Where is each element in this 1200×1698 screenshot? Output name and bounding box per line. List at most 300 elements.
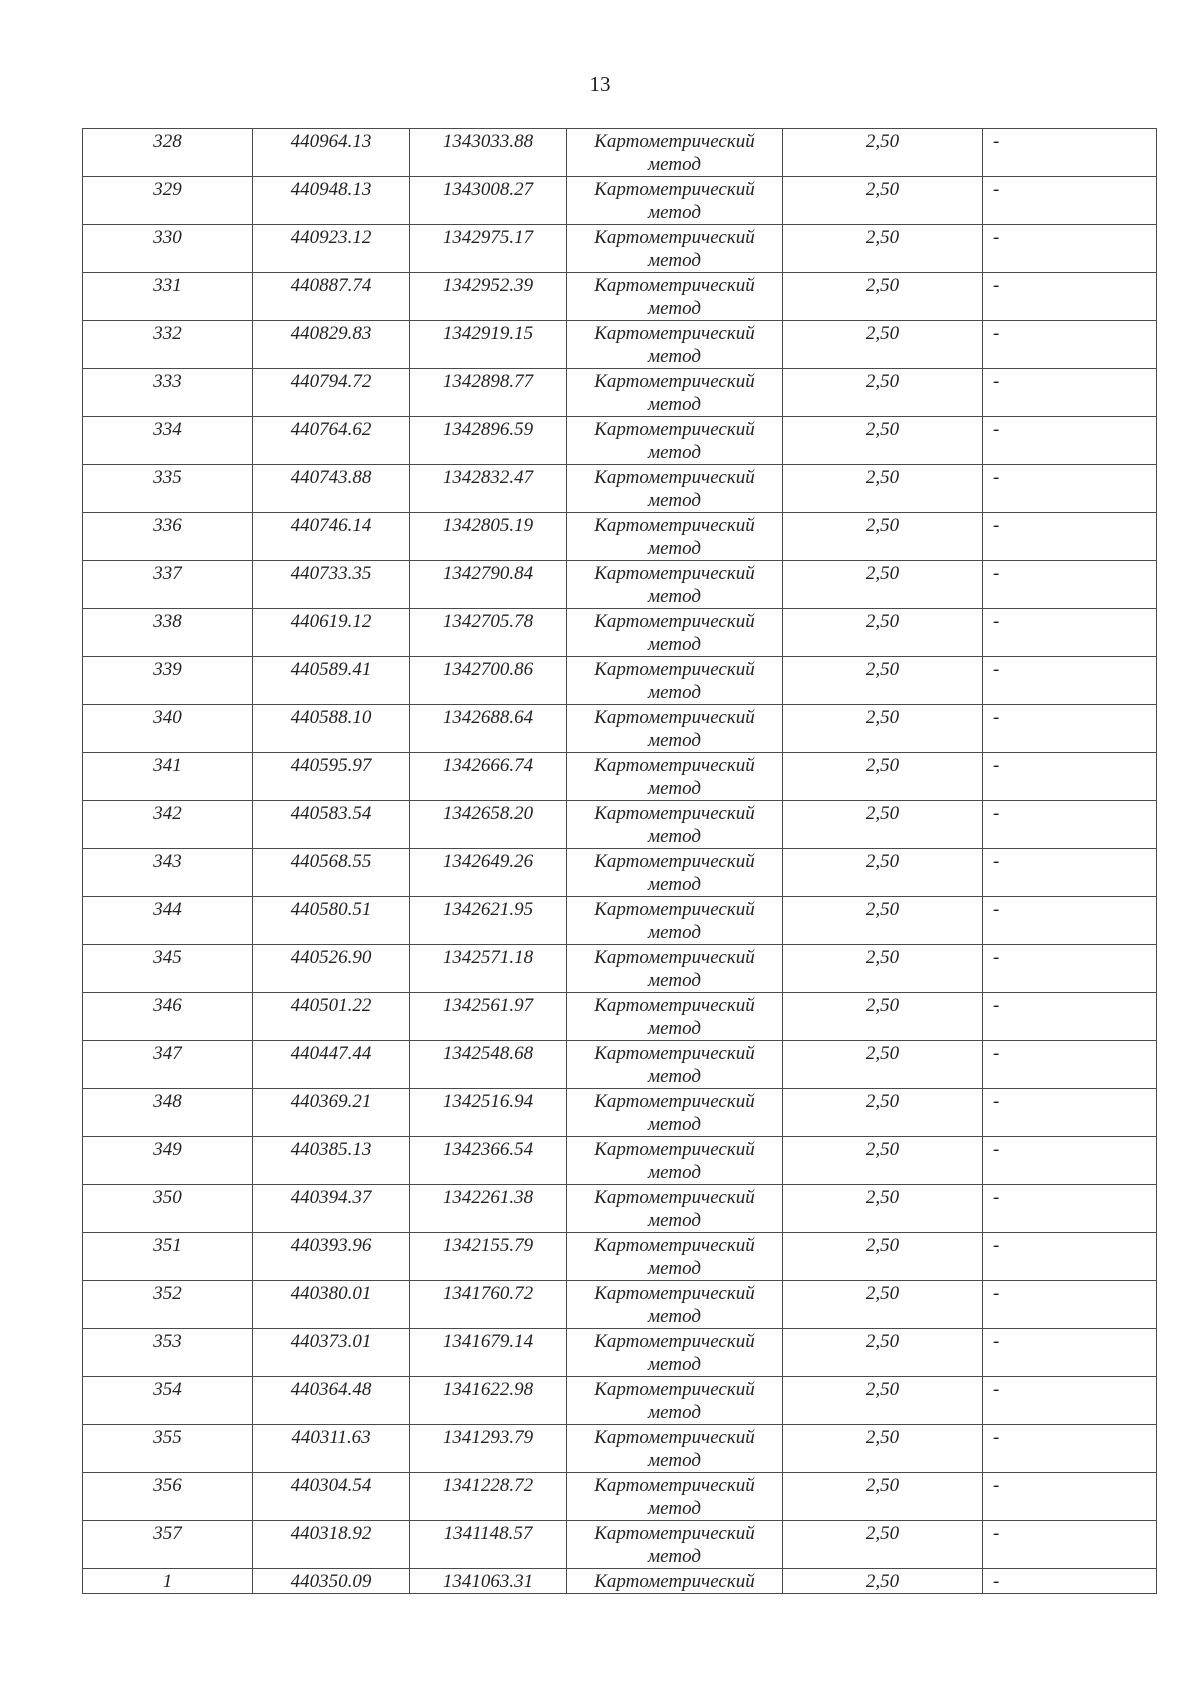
method-text-line1: Картометрический: [594, 851, 755, 872]
accuracy-text: 2,50: [865, 1523, 900, 1544]
y-coordinate-cell: [410, 1425, 567, 1473]
table-row: [83, 993, 1157, 1041]
method-cell: [567, 465, 783, 513]
method-cell: [567, 561, 783, 609]
point-number-cell: [83, 1473, 253, 1521]
method-text-line2: метод: [648, 874, 701, 895]
method-text-line1: Картометрический: [594, 1331, 755, 1352]
x-coordinate-text: 440794.72: [290, 371, 372, 392]
x-coordinate-cell: [253, 849, 410, 897]
table-row: [83, 1425, 1157, 1473]
description-cell: [983, 897, 1157, 945]
point-number-cell: [83, 1233, 253, 1281]
table-row: [83, 1281, 1157, 1329]
x-coordinate-text: 440304.54: [290, 1475, 372, 1496]
y-coordinate-text: 1342790.84: [442, 563, 534, 584]
description-cell: [983, 177, 1157, 225]
description-cell: [983, 705, 1157, 753]
table-row: [83, 609, 1157, 657]
point-number-text: 342: [153, 803, 182, 824]
method-cell: [567, 897, 783, 945]
point-number-cell: [83, 273, 253, 321]
method-text-line1: Картометрический: [594, 1523, 755, 1544]
point-number-cell: [83, 465, 253, 513]
y-coordinate-cell: [410, 225, 567, 273]
x-coordinate-cell: [253, 993, 410, 1041]
method-text-line1: Картометрический: [594, 563, 755, 584]
table-row: [83, 129, 1157, 177]
method-text-line2: метод: [648, 1306, 701, 1327]
accuracy-cell: [783, 1185, 983, 1233]
method-cell: [567, 1089, 783, 1137]
point-number-cell: [83, 1521, 253, 1569]
accuracy-cell: [783, 945, 983, 993]
y-coordinate-text: 1341622.98: [442, 1379, 534, 1400]
method-text-line1: Картометрический: [594, 275, 755, 296]
x-coordinate-cell: [253, 897, 410, 945]
method-cell: [567, 1473, 783, 1521]
y-coordinate-text: 1342649.26: [442, 851, 534, 872]
accuracy-cell: [783, 1329, 983, 1377]
y-coordinate-cell: [410, 321, 567, 369]
x-coordinate-cell: [253, 1377, 410, 1425]
description-text: -: [993, 1331, 1000, 1352]
coordinates-table: [82, 128, 1157, 1594]
point-number-cell: [83, 129, 253, 177]
description-cell: [983, 753, 1157, 801]
method-text-line2: метод: [648, 826, 701, 847]
description-text: -: [993, 1379, 1000, 1400]
method-text-line1: Картометрический: [594, 179, 755, 200]
description-text: -: [993, 1427, 1000, 1448]
x-coordinate-text: 440595.97: [290, 755, 372, 776]
description-cell: [983, 1521, 1157, 1569]
description-text: -: [993, 371, 1000, 392]
table-row: [83, 369, 1157, 417]
x-coordinate-text: 440364.48: [290, 1379, 372, 1400]
point-number-text: 340: [153, 707, 182, 728]
point-number-cell: [83, 945, 253, 993]
point-number-cell: [83, 1377, 253, 1425]
accuracy-text: 2,50: [865, 803, 900, 824]
method-cell: [567, 993, 783, 1041]
y-coordinate-cell: [410, 897, 567, 945]
accuracy-cell: [783, 273, 983, 321]
accuracy-text: 2,50: [865, 995, 900, 1016]
method-text-line2: метод: [648, 250, 701, 271]
method-cell: [567, 1137, 783, 1185]
accuracy-text: 2,50: [865, 1427, 900, 1448]
accuracy-cell: [783, 1041, 983, 1089]
description-text: -: [993, 227, 1000, 248]
method-text-line2: метод: [648, 202, 701, 223]
y-coordinate-text: 1341063.31: [442, 1571, 534, 1592]
accuracy-cell: [783, 993, 983, 1041]
y-coordinate-cell: [410, 465, 567, 513]
method-cell: [567, 945, 783, 993]
y-coordinate-text: 1342571.18: [442, 947, 534, 968]
method-text-line2: метод: [648, 586, 701, 607]
x-coordinate-cell: [253, 657, 410, 705]
description-cell: [983, 561, 1157, 609]
x-coordinate-text: 440373.01: [290, 1331, 372, 1352]
accuracy-text: 2,50: [865, 323, 900, 344]
x-coordinate-text: 440380.01: [290, 1283, 372, 1304]
method-text-line1: Картометрический: [594, 1091, 755, 1112]
method-cell: [567, 1185, 783, 1233]
x-coordinate-cell: [253, 321, 410, 369]
accuracy-text: 2,50: [865, 371, 900, 392]
accuracy-cell: [783, 1281, 983, 1329]
point-number-text: 355: [153, 1427, 182, 1448]
table-row: [83, 225, 1157, 273]
accuracy-text: 2,50: [865, 1475, 900, 1496]
point-number-text: 347: [153, 1043, 182, 1064]
y-coordinate-cell: [410, 369, 567, 417]
method-cell: [567, 1233, 783, 1281]
description-cell: [983, 945, 1157, 993]
table-row: [83, 321, 1157, 369]
method-text-line2: метод: [648, 1546, 701, 1567]
point-number-cell: [83, 1041, 253, 1089]
description-cell: [983, 369, 1157, 417]
method-text-line1: Картометрический: [594, 227, 755, 248]
point-number-text: 351: [153, 1235, 182, 1256]
method-text-line1: Картометрический: [594, 1571, 755, 1592]
description-text: -: [993, 467, 1000, 488]
point-number-cell: [83, 513, 253, 561]
point-number-cell: [83, 1089, 253, 1137]
accuracy-cell: [783, 753, 983, 801]
method-text-line2: метод: [648, 1354, 701, 1375]
y-coordinate-text: 1341679.14: [442, 1331, 534, 1352]
method-text-line2: метод: [648, 1162, 701, 1183]
x-coordinate-text: 440743.88: [290, 467, 372, 488]
description-text: -: [993, 659, 1000, 680]
x-coordinate-text: 440350.09: [290, 1571, 372, 1592]
page-number: 13: [589, 72, 611, 96]
point-number-text: 341: [153, 755, 182, 776]
y-coordinate-text: 1342705.78: [442, 611, 534, 632]
accuracy-text: 2,50: [865, 659, 900, 680]
description-cell: [983, 993, 1157, 1041]
x-coordinate-cell: [253, 705, 410, 753]
method-cell: [567, 609, 783, 657]
description-text: -: [993, 755, 1000, 776]
description-text: -: [993, 1043, 1000, 1064]
accuracy-text: 2,50: [865, 227, 900, 248]
point-number-cell: [83, 897, 253, 945]
table-row: [83, 1521, 1157, 1569]
point-number-text: 337: [153, 563, 182, 584]
point-number-text: 336: [153, 515, 182, 536]
x-coordinate-text: 440733.35: [290, 563, 372, 584]
x-coordinate-cell: [253, 177, 410, 225]
x-coordinate-text: 440589.41: [290, 659, 372, 680]
description-text: -: [993, 1283, 1000, 1304]
point-number-text: 330: [153, 227, 182, 248]
x-coordinate-cell: [253, 945, 410, 993]
y-coordinate-text: 1342952.39: [442, 275, 534, 296]
method-cell: [567, 705, 783, 753]
y-coordinate-cell: [410, 513, 567, 561]
table-row: [83, 561, 1157, 609]
x-coordinate-cell: [253, 801, 410, 849]
point-number-text: 352: [153, 1283, 182, 1304]
point-number-cell: [83, 369, 253, 417]
description-cell: [983, 801, 1157, 849]
description-text: -: [993, 1187, 1000, 1208]
description-text: -: [993, 611, 1000, 632]
x-coordinate-cell: [253, 1329, 410, 1377]
description-text: -: [993, 1475, 1000, 1496]
point-number-cell: [83, 177, 253, 225]
point-number-text: 350: [153, 1187, 182, 1208]
accuracy-text: 2,50: [865, 899, 900, 920]
description-cell: [983, 1329, 1157, 1377]
method-cell: [567, 849, 783, 897]
table-row: [83, 1233, 1157, 1281]
y-coordinate-text: 1342658.20: [442, 803, 534, 824]
point-number-text: 348: [153, 1091, 182, 1112]
y-coordinate-cell: [410, 1137, 567, 1185]
method-text-line2: метод: [648, 538, 701, 559]
method-cell: [567, 273, 783, 321]
description-cell: [983, 1041, 1157, 1089]
point-number-cell: [83, 993, 253, 1041]
method-cell: [567, 417, 783, 465]
y-coordinate-cell: [410, 609, 567, 657]
accuracy-text: 2,50: [865, 131, 900, 152]
table-row: [83, 849, 1157, 897]
description-text: -: [993, 995, 1000, 1016]
y-coordinate-text: 1342688.64: [442, 707, 534, 728]
method-text-line2: метод: [648, 1066, 701, 1087]
accuracy-text: 2,50: [865, 1379, 900, 1400]
point-number-text: 353: [153, 1331, 182, 1352]
method-text-line2: метод: [648, 490, 701, 511]
point-number-cell: [83, 609, 253, 657]
method-text-line2: метод: [648, 1210, 701, 1231]
x-coordinate-cell: [253, 561, 410, 609]
y-coordinate-cell: [410, 129, 567, 177]
description-text: -: [993, 1139, 1000, 1160]
x-coordinate-cell: [253, 1521, 410, 1569]
accuracy-cell: [783, 1521, 983, 1569]
x-coordinate-cell: [253, 1137, 410, 1185]
point-number-text: 346: [153, 995, 182, 1016]
accuracy-text: 2,50: [865, 1043, 900, 1064]
method-text-line1: Картометрический: [594, 611, 755, 632]
method-text-line2: метод: [648, 442, 701, 463]
x-coordinate-cell: [253, 1185, 410, 1233]
point-number-text: 354: [153, 1379, 182, 1400]
point-number-cell: [83, 753, 253, 801]
table-row: [83, 1377, 1157, 1425]
point-number-text: 345: [153, 947, 182, 968]
y-coordinate-cell: [410, 1473, 567, 1521]
x-coordinate-cell: [253, 273, 410, 321]
method-text-line2: метод: [648, 1114, 701, 1135]
accuracy-text: 2,50: [865, 1283, 900, 1304]
method-text-line1: Картометрический: [594, 1475, 755, 1496]
y-coordinate-text: 1342700.86: [442, 659, 534, 680]
x-coordinate-text: 440923.12: [290, 227, 372, 248]
x-coordinate-cell: [253, 225, 410, 273]
description-text: -: [993, 131, 1000, 152]
point-number-text: 356: [153, 1475, 182, 1496]
accuracy-cell: [783, 561, 983, 609]
y-coordinate-cell: [410, 993, 567, 1041]
x-coordinate-cell: [253, 417, 410, 465]
accuracy-cell: [783, 1089, 983, 1137]
method-cell: [567, 225, 783, 273]
description-text: -: [993, 803, 1000, 824]
method-text-line1: Картометрический: [594, 419, 755, 440]
method-text-line1: Картометрический: [594, 467, 755, 488]
method-cell: [567, 753, 783, 801]
method-cell: [567, 1377, 783, 1425]
y-coordinate-text: 1342621.95: [442, 899, 534, 920]
x-coordinate-cell: [253, 1473, 410, 1521]
table-row: [83, 657, 1157, 705]
point-number-text: 334: [153, 419, 182, 440]
accuracy-cell: [783, 1569, 983, 1594]
accuracy-text: 2,50: [865, 275, 900, 296]
description-cell: [983, 1137, 1157, 1185]
x-coordinate-cell: [253, 1569, 410, 1594]
y-coordinate-text: 1342666.74: [442, 755, 534, 776]
x-coordinate-text: 440501.22: [290, 995, 372, 1016]
method-cell: [567, 1041, 783, 1089]
x-coordinate-cell: [253, 1233, 410, 1281]
y-coordinate-cell: [410, 1185, 567, 1233]
x-coordinate-cell: [253, 609, 410, 657]
y-coordinate-cell: [410, 1329, 567, 1377]
accuracy-text: 2,50: [865, 611, 900, 632]
method-cell: [567, 369, 783, 417]
x-coordinate-text: 440964.13: [290, 131, 372, 152]
description-cell: [983, 513, 1157, 561]
accuracy-cell: [783, 1377, 983, 1425]
y-coordinate-cell: [410, 945, 567, 993]
point-number-text: 335: [153, 467, 182, 488]
y-coordinate-cell: [410, 657, 567, 705]
table-row: [83, 1329, 1157, 1377]
description-text: -: [993, 419, 1000, 440]
table-row: [83, 417, 1157, 465]
y-coordinate-cell: [410, 273, 567, 321]
method-cell: [567, 177, 783, 225]
x-coordinate-cell: [253, 465, 410, 513]
method-text-line2: метод: [648, 1402, 701, 1423]
table-row: [83, 945, 1157, 993]
point-number-text: 338: [153, 611, 182, 632]
method-text-line1: Картометрический: [594, 755, 755, 776]
x-coordinate-text: 440583.54: [290, 803, 372, 824]
method-cell: [567, 321, 783, 369]
accuracy-text: 2,50: [865, 1091, 900, 1112]
method-text-line1: Картометрический: [594, 1043, 755, 1064]
method-cell: [567, 129, 783, 177]
accuracy-cell: [783, 369, 983, 417]
x-coordinate-text: 440394.37: [290, 1187, 372, 1208]
method-cell: [567, 657, 783, 705]
description-text: -: [993, 323, 1000, 344]
description-text: -: [993, 1571, 1000, 1592]
accuracy-cell: [783, 129, 983, 177]
y-coordinate-text: 1341293.79: [442, 1427, 534, 1448]
description-text: -: [993, 851, 1000, 872]
accuracy-cell: [783, 177, 983, 225]
point-number-cell: [83, 1425, 253, 1473]
accuracy-cell: [783, 1233, 983, 1281]
method-cell: [567, 1425, 783, 1473]
method-text-line1: Картометрический: [594, 707, 755, 728]
x-coordinate-text: 440746.14: [290, 515, 372, 536]
y-coordinate-text: 1341148.57: [443, 1523, 533, 1544]
y-coordinate-cell: [410, 1521, 567, 1569]
description-cell: [983, 1377, 1157, 1425]
method-text-line2: метод: [648, 394, 701, 415]
method-text-line1: Картометрический: [594, 995, 755, 1016]
x-coordinate-text: 440447.44: [290, 1043, 372, 1064]
point-number-text: 357: [153, 1523, 182, 1544]
accuracy-text: 2,50: [865, 419, 900, 440]
y-coordinate-cell: [410, 417, 567, 465]
y-coordinate-cell: [410, 1089, 567, 1137]
table-row: [83, 897, 1157, 945]
x-coordinate-text: 440393.96: [290, 1235, 372, 1256]
method-cell: [567, 1281, 783, 1329]
description-text: -: [993, 515, 1000, 536]
point-number-cell: [83, 321, 253, 369]
description-text: -: [993, 179, 1000, 200]
description-cell: [983, 225, 1157, 273]
point-number-cell: [83, 417, 253, 465]
point-number-cell: [83, 801, 253, 849]
y-coordinate-cell: [410, 1233, 567, 1281]
table-row: [83, 1473, 1157, 1521]
description-text: -: [993, 947, 1000, 968]
accuracy-text: 2,50: [865, 947, 900, 968]
description-cell: [983, 1425, 1157, 1473]
method-text-line2: метод: [648, 298, 701, 319]
table-row: [83, 273, 1157, 321]
accuracy-text: 2,50: [865, 179, 900, 200]
x-coordinate-cell: [253, 1425, 410, 1473]
accuracy-cell: [783, 417, 983, 465]
method-text-line1: Картометрический: [594, 1379, 755, 1400]
method-text-line1: Картометрический: [594, 659, 755, 680]
x-coordinate-text: 440568.55: [290, 851, 372, 872]
method-text-line1: Картометрический: [594, 947, 755, 968]
x-coordinate-text: 440887.74: [290, 275, 372, 296]
method-text-line1: Картометрический: [594, 515, 755, 536]
description-cell: [983, 273, 1157, 321]
x-coordinate-text: 440588.10: [290, 707, 372, 728]
description-cell: [983, 417, 1157, 465]
description-cell: [983, 1185, 1157, 1233]
method-text-line2: метод: [648, 970, 701, 991]
point-number-cell: [83, 1185, 253, 1233]
x-coordinate-text: 440369.21: [290, 1091, 372, 1112]
accuracy-text: 2,50: [865, 755, 900, 776]
description-text: -: [993, 275, 1000, 296]
point-number-text: 343: [153, 851, 182, 872]
method-text-line2: метод: [648, 1498, 701, 1519]
y-coordinate-cell: [410, 801, 567, 849]
